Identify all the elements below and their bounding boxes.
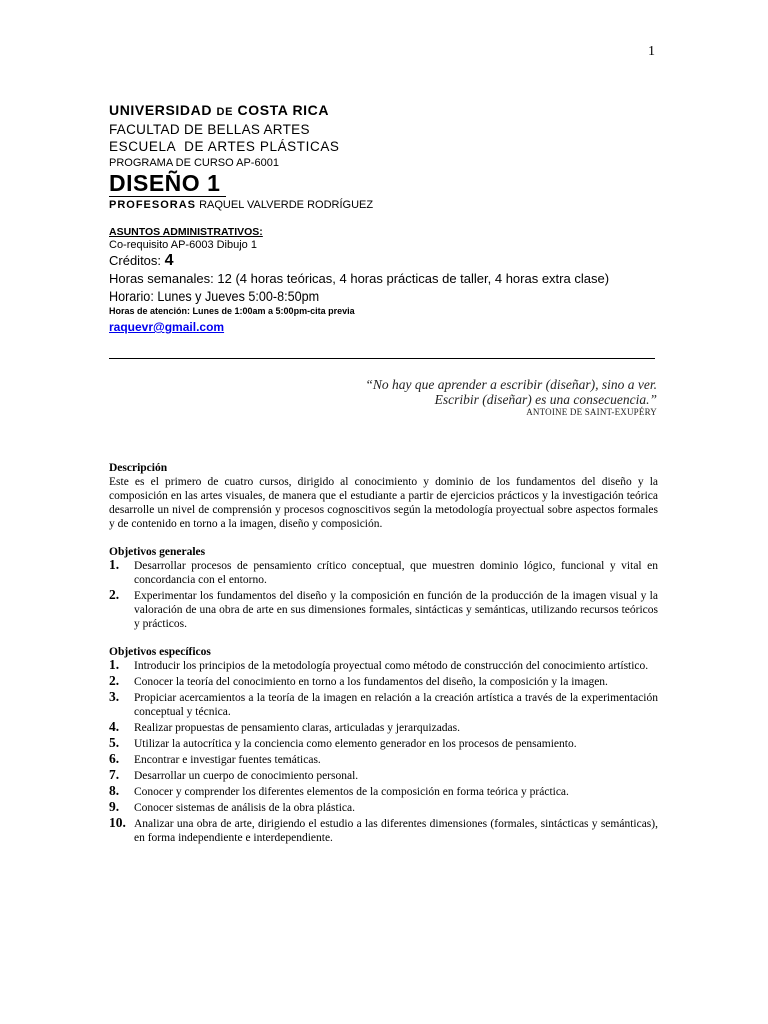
list-item-text: Conocer la teoría del conocimiento en torno a los fundamentos del diseño, la composición y la imagen.	[134, 676, 608, 688]
list-number: 1.	[109, 657, 120, 672]
epigraph-quote	[137, 377, 657, 418]
description-title: Descripción	[109, 462, 168, 474]
professor-name: RAQUEL VALVERDE RODRÍGUEZ	[196, 199, 374, 211]
list-number: 10.	[109, 815, 126, 830]
list-item	[109, 801, 658, 815]
list-item	[109, 785, 658, 799]
professors-label: PROFESORAS	[109, 199, 197, 211]
specific-objectives-title: Objetivos específicos	[109, 646, 211, 658]
quote-line-2: Escribir (diseñar) es una consecuencia.”	[434, 392, 657, 407]
administrative-section	[109, 226, 689, 335]
list-item	[109, 737, 658, 751]
list-item-text: Experimentar los fundamentos del diseño y la composición en función de la producción de la imagen visual y la valoración de una obra de arte en sus dimensiones formales, sintácticas y semánticas, utilizando recursos teóricos y prácticos.	[134, 590, 658, 630]
list-item	[109, 589, 658, 631]
university-name-part1: UNIVERSIDAD	[109, 102, 217, 118]
list-item-text: Analizar una obra de arte, dirigiendo el estudio a las diferentes dimensiones (formales, sintácticas y semánticas), en forma independiente e interdependiente.	[134, 818, 658, 844]
list-item	[109, 721, 658, 735]
schedule: Horario: Lunes y Jueves 5:00-8:50pm	[109, 288, 320, 304]
professors-line	[109, 198, 669, 213]
list-number: 8.	[109, 783, 120, 798]
general-objectives-title: Objetivos generales	[109, 546, 206, 558]
list-item-text: Realizar propuestas de pensamiento claras, articuladas y jerarquizadas.	[134, 722, 461, 734]
course-title	[109, 170, 669, 196]
document-body	[109, 461, 658, 859]
list-item-text: Conocer sistemas de análisis de la obra plástica.	[134, 802, 355, 814]
list-item-text: Propiciar acercamientos a la teoría de la imagen en relación a la creación artística a través de la experimentación conceptual y técnica.	[134, 692, 658, 718]
list-item-text: Desarrollar procesos de pensamiento crítico conceptual, que muestren dominio lógico, funcional y vital en concordancia con el entorno.	[134, 560, 658, 586]
specific-objectives-list	[109, 659, 658, 845]
list-number: 4.	[109, 719, 120, 734]
course-title-text: DISEÑO 1	[109, 170, 226, 197]
weekly-hours: Horas semanales: 12 (4 horas teóricas, 4 horas prácticas de taller, 4 horas extra clase)	[109, 271, 610, 286]
list-item	[109, 675, 658, 689]
university-name	[109, 102, 669, 121]
horizontal-divider	[109, 358, 655, 359]
general-objectives-list	[109, 559, 658, 631]
list-item	[109, 659, 658, 673]
list-item-text: Utilizar la autocrítica y la conciencia como elemento generador en los procesos de pensamiento.	[134, 738, 577, 750]
list-number: 9.	[109, 799, 120, 814]
credits-value: 4	[164, 252, 174, 269]
office-hours: Horas de atención: Lunes de 1:00am a 5:00pm-cita previa	[109, 306, 355, 316]
list-item-text: Desarrollar un cuerpo de conocimiento personal.	[134, 770, 359, 782]
list-number: 6.	[109, 751, 120, 766]
credits-label: Créditos:	[109, 253, 165, 268]
list-item	[109, 559, 658, 587]
list-number: 2.	[109, 587, 120, 602]
credits-line	[109, 252, 689, 270]
list-number: 1.	[109, 557, 120, 572]
list-item	[109, 753, 658, 767]
list-item-text: Conocer y comprender los diferentes elementos de la composición en forma teórica y práctica.	[134, 786, 569, 798]
email-link[interactable]: raquevr@gmail.com	[109, 320, 225, 334]
list-item-text: Introducir los principios de la metodología proyectual como método de construcción del conocimiento artístico.	[134, 660, 649, 672]
description-text: Este es el primero de cuatro cursos, dirigido al conocimiento y dominio de los fundamentos del diseño y la composición en las artes visuales, de manera que el estudiante a partir de ejercicios prácticos y la investigación teórica desarrolle un nivel de comprensión y procesos cognoscitivos según la metodología proyectual sobre aspectos formales y de contenido en torno a la imagen, diseño y composición.	[109, 476, 658, 530]
admin-section-title: ASUNTOS ADMINISTRATIVOS:	[109, 226, 263, 238]
list-number: 5.	[109, 735, 120, 750]
university-name-de: DE	[216, 106, 234, 118]
list-number: 2.	[109, 673, 120, 688]
quote-author: ANTOINE DE SAINT-EXUPÉRY	[526, 407, 657, 417]
list-item	[109, 817, 658, 845]
school-name: ESCUELA DE ARTES PLÁSTICAS	[109, 139, 340, 154]
list-item	[109, 769, 658, 783]
university-name-part2: COSTA RICA	[233, 102, 330, 118]
document-header	[109, 102, 669, 213]
list-number: 3.	[109, 689, 120, 704]
faculty-name: FACULTAD DE BELLAS ARTES	[109, 122, 310, 137]
list-item-text: Encontrar e investigar fuentes temáticas.	[134, 754, 321, 766]
corequisite: Co-requisito AP-6003 Dibujo 1	[109, 239, 257, 251]
program-code: PROGRAMA DE CURSO AP-6001	[109, 157, 279, 169]
list-item	[109, 691, 658, 719]
page-number: 1	[648, 44, 655, 59]
list-number: 7.	[109, 767, 120, 782]
quote-line-1: “No hay que aprender a escribir (diseñar), sino a ver.	[365, 377, 657, 392]
